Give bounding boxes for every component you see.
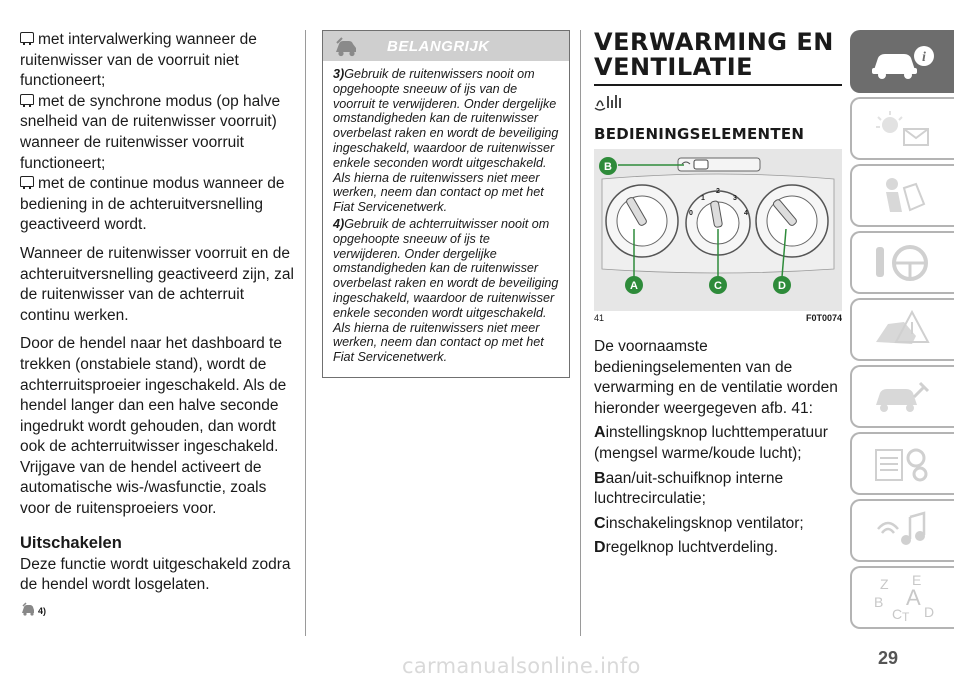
ventilation-icon	[594, 92, 842, 117]
fan-speed-1: 1	[701, 195, 705, 202]
multimedia-icon	[868, 509, 938, 553]
label-c: C	[714, 280, 722, 292]
column-separator-2	[580, 30, 581, 636]
left-column	[20, 30, 295, 616]
svg-text:i: i	[922, 49, 926, 65]
fan-speed-4: 4	[744, 210, 748, 217]
section-title: VERWARMING EN VENTILATIE	[594, 28, 834, 81]
svg-text:A: A	[906, 584, 921, 610]
fan-speed-2: 2	[716, 188, 720, 195]
technical-data-icon	[868, 442, 938, 486]
svg-text:T: T	[902, 609, 910, 623]
car-bullet-icon	[20, 176, 34, 187]
key-steering-icon	[868, 241, 938, 285]
watermark: carmanualsonline.info	[402, 654, 641, 678]
subsection-title: BEDIENINGSELEMENTEN	[594, 125, 805, 143]
tab-key-steering[interactable]	[850, 231, 954, 294]
tab-multimedia[interactable]	[850, 499, 954, 562]
car-bullet-icon	[20, 32, 34, 43]
tab-dashboard-lights[interactable]	[850, 97, 954, 160]
label-d: D	[778, 280, 786, 292]
warning-car-icon	[333, 35, 359, 57]
middle-column	[322, 30, 570, 378]
car-bullet-icon	[20, 94, 34, 105]
climate-controls-figure	[594, 149, 842, 311]
warning-title: BELANGRIJK	[387, 37, 490, 55]
column-separator-1	[305, 30, 306, 636]
tab-maintenance[interactable]	[850, 365, 954, 428]
warning-header	[323, 31, 569, 61]
list-item: met de continue modus wanneer de bediening in de achteruitversnelling geactiveerd wordt.	[20, 175, 285, 234]
figure-code: F0T0074	[805, 313, 842, 323]
fan-speed-0: 0	[689, 210, 693, 217]
paragraph: Wanneer de ruitenwisser voorruit en de achteruitversnelling geactiveerd zijn, zal de ruitenwisser van de achterruit continu werken.	[20, 244, 294, 324]
index-icon	[868, 573, 938, 623]
svg-text:B: B	[874, 593, 884, 610]
warning-box	[322, 30, 570, 378]
legend	[594, 423, 842, 559]
tab-car-info[interactable]	[850, 30, 954, 93]
chapter-tabs	[850, 30, 960, 633]
paragraph: Deze functie wordt uitgeschakeld zodra de hendel wordt losgelaten.	[20, 555, 291, 594]
label-b: B	[604, 161, 612, 173]
warning-body	[323, 61, 569, 377]
svg-text:E: E	[912, 572, 922, 588]
emergency-icon	[868, 308, 938, 352]
tab-safety[interactable]	[850, 164, 954, 227]
maintenance-icon	[868, 375, 938, 419]
figure-caption	[594, 313, 842, 323]
legend-item-c: Cinschakelingsknop ventilator;	[594, 514, 804, 532]
svg-text:D: D	[924, 603, 935, 620]
svg-text:Z: Z	[880, 575, 889, 592]
warning-reference: 4)	[20, 602, 295, 616]
tab-technical-data[interactable]	[850, 432, 954, 495]
legend-item-a: Ainstellingsknop luchttemperatuur (mengsel warme/koude lucht);	[594, 424, 828, 462]
title-underline	[594, 84, 842, 86]
list-item: met de synchrone modus (op halve snelheid van de ruitenwisser voorruit) wanneer de ruitenwisser voorruit functioneert;	[20, 92, 281, 172]
fan-speed-3: 3	[733, 195, 737, 202]
figure-number: 41	[594, 313, 605, 323]
label-a: A	[630, 280, 638, 292]
tab-index[interactable]	[850, 566, 954, 629]
safety-icon	[868, 174, 938, 218]
climate-controls-diagram	[594, 149, 842, 311]
warning-note-3: 3)Gebruik de ruitenwissers nooit om opgehoopte sneeuw of ijs van de voorruit te verwijderen. Onder dergelijke omstandigheden kan de ruitenwisser overbelast raken en wordt de beveiliging ingeschakeld, waardoor de ruitenwisser enkele seconden wordt uitgeschakeld. Als hierna de ruitenwissers niet meer werken, neem dan contact op met het Fiat Servicenetwerk.	[333, 67, 559, 215]
dashboard-lights-icon	[868, 107, 938, 151]
svg-text:C: C	[892, 605, 903, 622]
paragraph: Door de hendel naar het dashboard te trekken (onstabiele stand), wordt de achterruitsproeier ingeschakeld. Als de hendel langer dan een halve seconde ingedrukt wordt gehouden, dan wordt ook de achterruitwisser ingeschakeld. Vrijgave van de hendel activeert de automatische wis-/wasfunctie, zoals voor de ruitensproeiers voor.	[20, 335, 287, 518]
legend-item-b: Baan/uit-schuifknop interne luchtrecirculatie;	[594, 469, 784, 508]
legend-item-d: Dregelknop luchtverdeling.	[594, 539, 778, 557]
page-number: 29	[878, 648, 899, 668]
car-info-icon	[868, 42, 938, 82]
tab-emergency[interactable]	[850, 298, 954, 361]
warning-car-icon	[20, 602, 36, 616]
intro-paragraph: De voornaamste bedieningselementen van de verwarming en de ventilatie worden hieronder weergegeven afb. 41:	[594, 338, 838, 417]
section-heading: Uitschakelen	[20, 533, 122, 552]
right-column	[594, 30, 842, 563]
warning-note-4: 4)Gebruik de achterruitwisser nooit om opgehoopte sneeuw of ijs te verwijderen. Onder dergelijke omstandigheden kan de ruitenwisser overbelast raken en wordt de beveiliging ingeschakeld, waardoor de ruitenwisser enkele seconden wordt uitgeschakeld. Als hierna de ruitenwissers niet meer werken, neem dan contact op met het Fiat Servicenetwerk.	[333, 216, 559, 365]
list-item: met intervalwerking wanneer de ruitenwisser van de voorruit niet functioneert;	[20, 31, 257, 90]
